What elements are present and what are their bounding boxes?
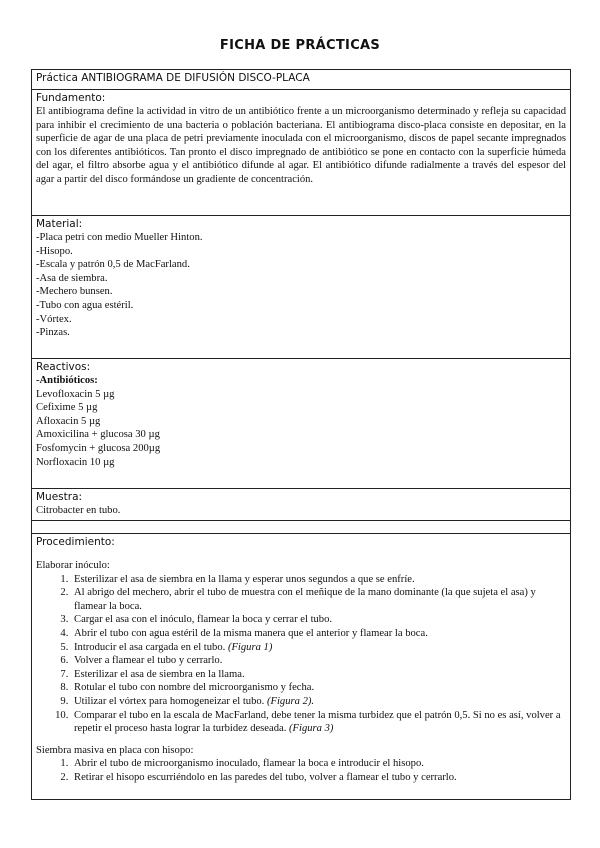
practice-name-section <box>32 70 570 90</box>
fundamento-label: Fundamento: <box>36 92 106 104</box>
siembra-title: Siembra masiva en placa con hisopo: <box>36 744 194 756</box>
material-item: -Tubo con agua estéril. <box>36 299 134 311</box>
antibiotic-item: Levofloxacin 5 µg <box>36 388 115 400</box>
inoculo-step: 5. Introducir el asa cargada en el tubo. (Figura 1) <box>71 641 566 655</box>
muestra-section <box>32 489 570 521</box>
figure-reference: (Figura 1) <box>227 641 273 653</box>
antibiotic-item: Cefixime 5 µg <box>36 402 98 414</box>
spacer-row <box>32 521 570 534</box>
antibiotic-item: Fosfomycin + glucosa 200µg <box>36 442 161 454</box>
inoculo-step: 10. Comparar el tubo en la escala de MacFarland, debe tener la misma turbidez que el patrón 0,5. Si no es así, volver a repetir el proceso hasta lograr la turbidez deseada. (Figura 3) <box>71 709 566 736</box>
fundamento-text: El antibiograma define la actividad in vitro de un antibiótico frente a un microorganismo determinado y refleja su capacidad para inhibir el crecimiento de una bacteria o población bacteriana. El antibiograma disco-placa consiste en depositar, en la superficie de agar de una placa de petri previamente inoculada con el microorganismo, discos de papel secante impregnados con los diferentes antibióticos. Tan pronto el disco impregnado de antibiótico se pone en contacto con la superficie húmeda del agar, el filtro absorbe agua y el antibiótico difunde al agar. El antibiótico difunde radialmente a través del espesor del agar a partir del disco formándose un gradiente de concentración. <box>36 106 566 185</box>
inoculo-title: Elaborar inóculo: <box>36 560 110 571</box>
antibiotic-item: Amoxicilina + glucosa 30 µg <box>36 429 160 441</box>
material-item: -Hisopo. <box>36 245 73 257</box>
material-item: -Mechero bunsen. <box>36 286 113 298</box>
inoculo-step: 1. Esterilizar el asa de siembra en la llama y esperar unos segundos a que se enfríe. <box>71 573 566 587</box>
material-label: Material: <box>36 218 83 230</box>
inoculo-step: 9. Utilizar el vórtex para homogeneizar el tubo. (Figura 2). <box>71 695 566 709</box>
inoculo-step: 3. Cargar el asa con el inóculo, flamear la boca y cerrar el tubo. <box>71 613 566 627</box>
practice-sheet <box>31 69 571 800</box>
inoculo-step: 4. Abrir el tubo con agua estéril de la misma manera que el anterior y flamear la boca. <box>71 627 566 641</box>
material-item: -Escala y patrón 0,5 de MacFarland. <box>36 259 190 271</box>
inoculo-steps <box>36 573 566 736</box>
inoculo-step: 6. Volver a flamear el tubo y cerrarlo. <box>71 654 566 668</box>
antibioticos-heading: -Antibióticos: <box>36 375 98 386</box>
antibiotic-item: Norfloxacin 10 µg <box>36 456 115 468</box>
procedimiento-section <box>32 534 570 800</box>
material-section <box>32 216 570 359</box>
muestra-text: Citrobacter en tubo. <box>36 505 121 516</box>
page-title: FICHA DE PRÁCTICAS <box>219 38 381 53</box>
siembra-step: 2. Retirar el hisopo escurriéndolo en las paredes del tubo, volver a flamear el tubo y cerrarlo. <box>71 771 566 785</box>
material-item: -Asa de siembra. <box>36 272 108 284</box>
muestra-label: Muestra: <box>36 491 83 503</box>
figure-reference: (Figura 3) <box>289 723 334 735</box>
reactivos-label: Reactivos: <box>36 361 91 373</box>
fundamento-section <box>32 90 570 216</box>
practice-name: Práctica ANTIBIOGRAMA DE DIFUSIÓN DISCO-PLACA <box>36 72 310 84</box>
siembra-step: 1. Abrir el tubo de microorganismo inoculado, flamear la boca e introducir el hisopo. <box>71 757 566 771</box>
material-item: -Pinzas. <box>36 327 70 339</box>
reactivos-section <box>32 359 570 489</box>
inoculo-step: 7. Esterilizar el asa de siembra en la llama. <box>71 668 566 682</box>
inoculo-step: 8. Rotular el tubo con nombre del microorganismo y fecha. <box>71 681 566 695</box>
material-item: -Vórtex. <box>36 313 72 325</box>
procedimiento-label: Procedimiento: <box>36 536 115 548</box>
figure-reference: (Figura 2). <box>266 695 315 707</box>
antibiotic-item: Afloxacin 5 µg <box>36 415 101 427</box>
material-item: -Placa petri con medio Mueller Hinton. <box>36 232 203 243</box>
siembra-steps <box>36 757 566 784</box>
inoculo-step: 2. Al abrigo del mechero, abrir el tubo de muestra con el meñique de la mano dominante (la que sujeta el asa) y flamear la boca. <box>71 586 566 613</box>
